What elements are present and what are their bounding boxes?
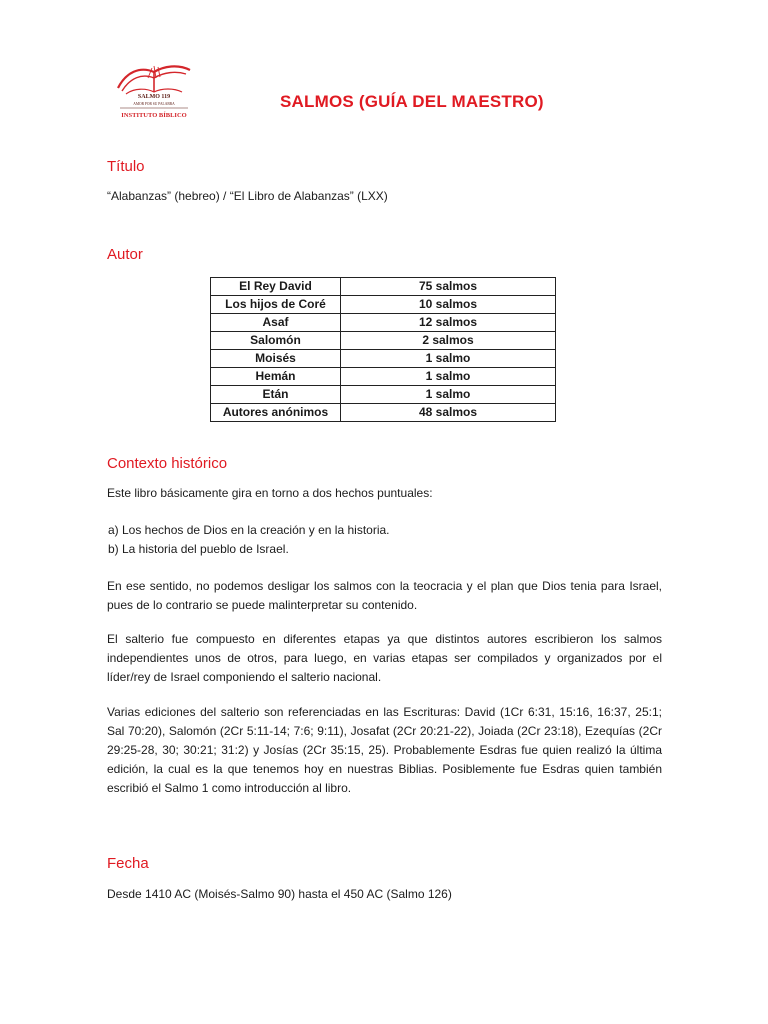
titulo-text: “Alabanzas” (hebreo) / “El Libro de Alabanzas” (LXX) [107, 189, 388, 203]
author-count: 1 salmo [341, 350, 556, 368]
contexto-intro: Este libro básicamente gira en torno a dos hechos puntuales: [107, 486, 433, 500]
author-name: Moisés [211, 350, 341, 368]
author-count: 1 salmo [341, 386, 556, 404]
fecha-text: Desde 1410 AC (Moisés-Salmo 90) hasta el 450 AC (Salmo 126) [107, 887, 452, 901]
author-name: Los hijos de Coré [211, 296, 341, 314]
contexto-item-b: b) La historia del pueblo de Israel. [108, 542, 289, 556]
heading-autor: Autor [107, 246, 143, 263]
heading-contexto: Contexto histórico [107, 455, 228, 472]
table-row [211, 296, 556, 314]
contexto-paragraph-4: Varias ediciones del salterio son referenciadas en las Escrituras: David (1Cr 6:31, 15:16, 16:37, 25:1; Sal 70:20), Salomón (2Cr 5:11-14; 7:6; 9:11), Josafat (2Cr 20:21-22), Joiada (2Cr 23:18), Ezequías (2Cr 29:25-28, 30; 30:21; 31:2) y Josías (2Cr 35:15, 25). Probablemente Esdras fue quien realizó la última edición, la cual es la que tenemos hoy en nuestras Biblias. Posiblemente fue Esdras quien también escribió el Salmo 1 como introducción al libro. [107, 705, 662, 795]
table-row [211, 332, 556, 350]
table-row [211, 314, 556, 332]
author-count: 75 salmos [341, 278, 556, 296]
author-count: 10 salmos [341, 296, 556, 314]
author-name: Asaf [211, 314, 341, 332]
heading-fecha: Fecha [107, 855, 149, 872]
logo-line-1: SALMO 119 [137, 94, 171, 100]
heading-titulo: Título [107, 158, 145, 175]
author-name: Hemán [211, 368, 341, 386]
author-count: 12 salmos [341, 314, 556, 332]
page-title: SALMOS (GUÍA DEL MAESTRO) [280, 92, 544, 111]
table-row [211, 278, 556, 296]
logo-line-3: INSTITUTO BÍBLICO [121, 112, 187, 119]
author-count: 48 salmos [341, 404, 556, 422]
author-name: Etán [211, 386, 341, 404]
table-row [211, 386, 556, 404]
contexto-paragraph-3: El salterio fue compuesto en diferentes etapas ya que distintos autores escribieron los salmos independientes unos de otros, para luego, en varias etapas ser compilados y organizados por el líder/rey de Israel componiendo el salterio nacional. [107, 632, 662, 684]
authors-table [210, 277, 556, 422]
author-count: 1 salmo [341, 368, 556, 386]
institute-logo [112, 58, 196, 124]
table-row [211, 404, 556, 422]
author-name: Salomón [211, 332, 341, 350]
contexto-paragraph-2: En ese sentido, no podemos desligar los salmos con la teocracia y el plan que Dios tenia para Israel, pues de lo contrario se puede malinterpretar su contenido. [107, 579, 662, 612]
author-name: Autores anónimos [211, 404, 341, 422]
table-row [211, 368, 556, 386]
author-name: El Rey David [211, 278, 341, 296]
logo-line-2: AMOR POR SU PALABRA [133, 102, 175, 106]
author-count: 2 salmos [341, 332, 556, 350]
open-book-icon [112, 58, 196, 124]
contexto-item-a: a) Los hechos de Dios en la creación y en la historia. [108, 523, 390, 537]
table-row [211, 350, 556, 368]
